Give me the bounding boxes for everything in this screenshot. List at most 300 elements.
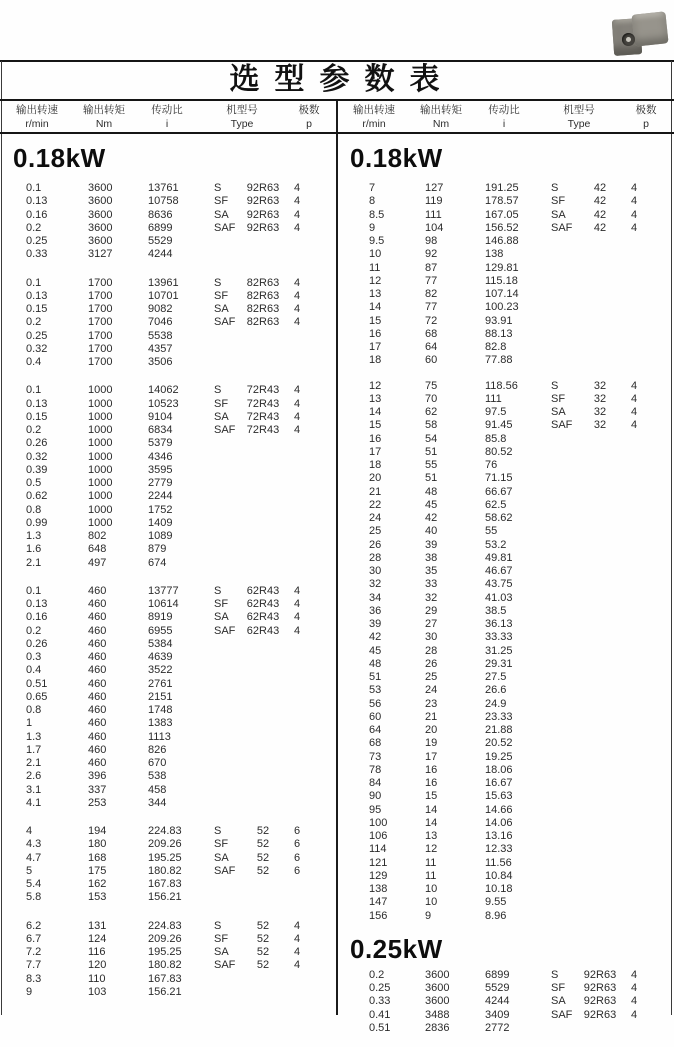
column-header bbox=[621, 103, 671, 132]
cell-poles bbox=[286, 517, 308, 530]
cell-output-torque: 175 bbox=[88, 864, 107, 877]
cell-type-prefix bbox=[551, 804, 577, 817]
cell-ratio: 191.25 bbox=[485, 182, 519, 194]
gear-series-block bbox=[0, 920, 337, 1000]
cell-poles bbox=[623, 1022, 645, 1035]
cell-ratio: 674 bbox=[148, 556, 167, 569]
cell-type-prefix: S bbox=[214, 825, 222, 837]
cell-poles bbox=[286, 235, 308, 248]
cell-output-torque: 23 bbox=[425, 697, 438, 710]
cell-output-speed: 6.2 bbox=[26, 919, 42, 932]
cell-poles bbox=[623, 645, 645, 658]
table-row bbox=[337, 592, 674, 605]
table-row bbox=[337, 804, 674, 817]
selection-table bbox=[0, 136, 674, 1047]
cell-output-speed: 56 bbox=[369, 697, 382, 710]
cell-output-torque: 460 bbox=[88, 611, 107, 624]
cell-poles bbox=[623, 711, 645, 724]
cell-type-prefix bbox=[551, 288, 577, 301]
cell-output-torque: 460 bbox=[88, 677, 107, 690]
cell-poles bbox=[286, 757, 308, 770]
table-row bbox=[337, 433, 674, 446]
table-row bbox=[337, 995, 674, 1008]
cell-type-prefix bbox=[214, 530, 240, 543]
cell-type-model bbox=[577, 354, 623, 367]
table-row bbox=[337, 393, 674, 406]
cell-output-speed: 0.15 bbox=[26, 303, 48, 315]
cell-type-model: 62R43 bbox=[246, 584, 280, 597]
cell-output-speed: 73 bbox=[369, 750, 382, 763]
cell-output-torque: 17 bbox=[425, 750, 438, 763]
cell-output-torque: 2836 bbox=[425, 1021, 450, 1034]
cell-ratio: 167.83 bbox=[148, 972, 182, 985]
cell-output-speed: 2.1 bbox=[26, 757, 42, 769]
cell-ratio: 31.25 bbox=[485, 644, 513, 657]
cell-ratio: 12.33 bbox=[485, 843, 513, 856]
cell-output-torque: 1700 bbox=[88, 316, 113, 329]
cell-output-speed: 34 bbox=[369, 591, 382, 604]
cell-type-prefix bbox=[214, 543, 240, 556]
cell-type-prefix bbox=[214, 797, 240, 810]
column-header-unit: p bbox=[643, 118, 649, 130]
cell-ratio: 43.75 bbox=[485, 578, 513, 591]
cell-type-model bbox=[577, 565, 623, 578]
cell-output-torque: 1000 bbox=[88, 397, 113, 410]
cell-poles: 4 bbox=[293, 397, 301, 410]
cell-poles bbox=[286, 731, 308, 744]
cell-poles bbox=[623, 671, 645, 684]
cell-type-model: 42 bbox=[593, 182, 607, 194]
cell-output-speed: 0.8 bbox=[26, 704, 42, 716]
cell-output-speed: 9 bbox=[26, 985, 33, 998]
cell-poles bbox=[623, 737, 645, 750]
table-row bbox=[337, 341, 674, 354]
cell-poles bbox=[623, 539, 645, 552]
table-row bbox=[337, 969, 674, 982]
cell-ratio: 11.56 bbox=[485, 856, 512, 869]
cell-ratio: 156.21 bbox=[148, 891, 182, 904]
table-row bbox=[0, 731, 337, 744]
cell-type-prefix bbox=[551, 645, 577, 658]
cell-output-speed: 24 bbox=[369, 512, 382, 524]
cell-output-speed: 0.2 bbox=[26, 624, 42, 637]
cell-output-torque: 194 bbox=[88, 825, 107, 837]
cell-ratio: 14062 bbox=[148, 384, 179, 397]
cell-type-model bbox=[240, 504, 286, 517]
cell-output-speed: 36 bbox=[369, 604, 382, 617]
cell-type-prefix bbox=[214, 477, 240, 490]
cell-ratio: 1752 bbox=[148, 503, 173, 516]
column-header-unit: Nm bbox=[95, 118, 113, 130]
cell-poles bbox=[623, 275, 645, 288]
cell-type-prefix bbox=[551, 817, 577, 830]
cell-type-prefix bbox=[214, 678, 240, 691]
cell-output-torque: 55 bbox=[425, 459, 438, 471]
cell-type-prefix bbox=[214, 356, 240, 369]
cell-type-model: 52 bbox=[256, 959, 270, 972]
cell-ratio: 209.26 bbox=[148, 838, 182, 851]
cell-output-speed: 21 bbox=[369, 485, 382, 498]
cell-poles bbox=[623, 262, 645, 275]
cell-type-model bbox=[577, 910, 623, 923]
cell-output-speed: 0.1 bbox=[26, 384, 42, 397]
cell-output-speed: 8 bbox=[369, 195, 376, 208]
cell-output-torque: 460 bbox=[88, 757, 107, 769]
cell-output-speed: 39 bbox=[369, 618, 382, 630]
cell-type-prefix: SF bbox=[551, 195, 566, 208]
cell-poles bbox=[623, 552, 645, 565]
cell-poles bbox=[623, 870, 645, 883]
cell-output-speed: 0.62 bbox=[26, 490, 48, 503]
table-row bbox=[337, 737, 674, 750]
table-row bbox=[0, 424, 337, 437]
cell-output-torque: 15 bbox=[425, 790, 438, 803]
cell-type-prefix bbox=[551, 499, 577, 512]
cell-poles: 4 bbox=[293, 384, 301, 397]
table-row bbox=[337, 552, 674, 565]
cell-type-prefix bbox=[551, 896, 577, 909]
cell-output-speed: 156 bbox=[369, 909, 388, 922]
cell-output-torque: 1700 bbox=[88, 329, 113, 342]
cell-poles bbox=[623, 486, 645, 499]
cell-output-speed: 0.51 bbox=[26, 677, 48, 690]
cell-output-torque: 1000 bbox=[88, 410, 113, 423]
cell-output-torque: 1000 bbox=[88, 490, 113, 503]
cell-output-speed: 90 bbox=[369, 790, 382, 803]
cell-poles bbox=[286, 543, 308, 556]
column-header bbox=[471, 103, 537, 132]
cell-type-model bbox=[577, 1022, 623, 1035]
cell-type-model bbox=[577, 499, 623, 512]
cell-output-torque: 77 bbox=[425, 274, 438, 287]
cell-type-model bbox=[240, 248, 286, 261]
power-section bbox=[337, 144, 674, 923]
gear-series-block bbox=[337, 380, 674, 923]
cell-output-torque: 64 bbox=[425, 341, 438, 353]
cell-ratio: 36.13 bbox=[485, 618, 513, 630]
cell-type-prefix bbox=[551, 737, 577, 750]
cell-type-model bbox=[577, 843, 623, 856]
cell-type-prefix bbox=[551, 275, 577, 288]
cell-type-prefix bbox=[214, 343, 240, 356]
cell-output-torque: 70 bbox=[425, 392, 438, 405]
table-row bbox=[337, 631, 674, 644]
cell-output-torque: 16 bbox=[425, 763, 438, 776]
cell-ratio: 58.62 bbox=[485, 512, 513, 524]
cell-type-model bbox=[577, 645, 623, 658]
cell-output-torque: 3600 bbox=[88, 235, 113, 247]
cell-type-prefix: SAF bbox=[551, 221, 573, 234]
cell-output-speed: 30 bbox=[369, 565, 382, 577]
cell-type-prefix bbox=[214, 744, 240, 757]
cell-poles bbox=[286, 986, 308, 999]
cell-output-torque: 13 bbox=[425, 830, 438, 842]
table-row bbox=[0, 744, 337, 757]
cell-ratio: 19.25 bbox=[485, 750, 513, 763]
table-row bbox=[0, 451, 337, 464]
cell-output-speed: 32 bbox=[369, 578, 382, 591]
cell-type-model: 92R63 bbox=[583, 1008, 617, 1021]
cell-type-prefix bbox=[551, 724, 577, 737]
cell-type-model bbox=[577, 618, 623, 631]
table-row bbox=[337, 1009, 674, 1022]
cell-type-model bbox=[577, 552, 623, 565]
table-row bbox=[337, 486, 674, 499]
cell-type-prefix bbox=[551, 328, 577, 341]
cell-output-torque: 27 bbox=[425, 618, 438, 630]
column-header-unit: r/min bbox=[25, 118, 49, 130]
table-row bbox=[337, 605, 674, 618]
cell-type-prefix bbox=[551, 341, 577, 354]
cell-output-torque: 1000 bbox=[88, 463, 113, 476]
cell-type-prefix bbox=[214, 638, 240, 651]
cell-poles bbox=[623, 790, 645, 803]
cell-type-prefix bbox=[214, 784, 240, 797]
cell-poles bbox=[286, 770, 308, 783]
cell-type-model: 92R63 bbox=[246, 208, 280, 221]
table-row bbox=[0, 825, 337, 838]
cell-poles: 4 bbox=[630, 995, 638, 1008]
table-row bbox=[0, 691, 337, 704]
cell-output-torque: 119 bbox=[425, 195, 443, 208]
cell-type-prefix bbox=[551, 631, 577, 644]
table-row bbox=[0, 530, 337, 543]
cell-ratio: 4244 bbox=[148, 248, 173, 261]
cell-poles bbox=[286, 464, 308, 477]
cell-type-model bbox=[240, 757, 286, 770]
cell-type-model: 32 bbox=[593, 419, 607, 432]
cell-type-model: 62R43 bbox=[246, 624, 280, 637]
cell-poles bbox=[286, 490, 308, 503]
cell-poles bbox=[623, 684, 645, 697]
cell-poles: 4 bbox=[293, 959, 301, 972]
cell-ratio: 5538 bbox=[148, 329, 173, 342]
cell-output-speed: 13 bbox=[369, 392, 382, 405]
cell-type-model bbox=[240, 678, 286, 691]
cell-output-speed: 0.39 bbox=[26, 463, 48, 476]
cell-poles: 6 bbox=[293, 838, 301, 851]
cell-poles bbox=[286, 356, 308, 369]
cell-type-prefix: S bbox=[214, 919, 222, 932]
cell-output-torque: 103 bbox=[88, 985, 107, 998]
cell-output-speed: 1 bbox=[26, 717, 33, 730]
cell-ratio: 4357 bbox=[148, 342, 173, 355]
cell-type-model bbox=[577, 658, 623, 671]
cell-type-prefix: SAF bbox=[214, 424, 236, 436]
cell-type-model bbox=[577, 578, 623, 591]
cell-poles: 4 bbox=[293, 624, 301, 637]
power-section bbox=[337, 935, 674, 1035]
cell-type-model bbox=[240, 704, 286, 717]
cell-type-model bbox=[577, 592, 623, 605]
cell-ratio: 20.52 bbox=[485, 737, 513, 750]
column-header bbox=[284, 103, 334, 132]
cell-poles bbox=[623, 883, 645, 896]
cell-poles bbox=[286, 717, 308, 730]
column-header-unit: Nm bbox=[432, 118, 450, 130]
table-row bbox=[337, 209, 674, 222]
cell-type-model bbox=[240, 973, 286, 986]
cell-poles bbox=[623, 857, 645, 870]
table-row bbox=[0, 182, 337, 195]
cell-output-torque: 14 bbox=[425, 816, 438, 829]
cell-type-model: 72R43 bbox=[246, 410, 280, 423]
cell-type-prefix bbox=[214, 717, 240, 730]
cell-output-speed: 60 bbox=[369, 710, 382, 723]
cell-ratio: 879 bbox=[148, 543, 167, 556]
gear-series-block bbox=[0, 277, 337, 370]
cell-poles: 4 bbox=[630, 182, 638, 194]
cell-type-model bbox=[240, 651, 286, 664]
table-row bbox=[337, 275, 674, 288]
table-row bbox=[337, 512, 674, 525]
cell-output-speed: 16 bbox=[369, 327, 382, 340]
cell-output-speed: 18 bbox=[369, 459, 382, 471]
cell-output-torque: 26 bbox=[425, 657, 438, 670]
cell-type-model: 92R63 bbox=[246, 221, 280, 234]
table-row bbox=[337, 406, 674, 419]
table-row bbox=[337, 790, 674, 803]
cell-type-model bbox=[577, 830, 623, 843]
cell-type-prefix: SAF bbox=[214, 624, 236, 637]
cell-ratio: 14.66 bbox=[485, 803, 513, 816]
table-row bbox=[0, 490, 337, 503]
cell-poles bbox=[286, 797, 308, 810]
column-header-unit: Type bbox=[567, 118, 591, 130]
gear-series-block bbox=[337, 182, 674, 368]
table-row bbox=[337, 288, 674, 301]
cell-ratio: 146.88 bbox=[485, 235, 519, 247]
power-rating-heading: 0.18kW bbox=[13, 143, 106, 173]
cell-ratio: 23.33 bbox=[485, 710, 513, 723]
cell-type-prefix bbox=[551, 711, 577, 724]
table-row bbox=[337, 248, 674, 261]
cell-type-prefix bbox=[551, 883, 577, 896]
cell-type-prefix: S bbox=[214, 182, 222, 194]
cell-type-prefix bbox=[551, 578, 577, 591]
cell-poles: 4 bbox=[293, 276, 301, 289]
table-row bbox=[0, 757, 337, 770]
cell-type-prefix bbox=[551, 315, 577, 328]
cell-output-torque: 1700 bbox=[88, 289, 113, 302]
cell-output-speed: 78 bbox=[369, 763, 382, 776]
table-row bbox=[0, 437, 337, 450]
table-row bbox=[0, 973, 337, 986]
cell-type-prefix: SF bbox=[214, 838, 229, 851]
cell-output-speed: 0.26 bbox=[26, 437, 48, 450]
cell-type-model bbox=[577, 671, 623, 684]
cell-type-model bbox=[240, 664, 286, 677]
cell-poles bbox=[286, 973, 308, 986]
cell-ratio: 46.67 bbox=[485, 565, 513, 577]
cell-type-model: 52 bbox=[256, 919, 270, 932]
cell-ratio: 344 bbox=[148, 796, 167, 809]
cell-output-torque: 460 bbox=[88, 704, 107, 716]
cell-poles bbox=[623, 315, 645, 328]
cell-output-torque: 68 bbox=[425, 327, 438, 340]
table-row bbox=[0, 235, 337, 248]
cell-ratio: 8919 bbox=[148, 611, 173, 624]
cell-poles: 4 bbox=[293, 221, 301, 234]
cell-type-model: 92R63 bbox=[583, 968, 617, 981]
cell-output-speed: 0.33 bbox=[369, 995, 391, 1008]
table-row bbox=[0, 330, 337, 343]
table-row bbox=[337, 222, 674, 235]
cell-output-speed: 9.5 bbox=[369, 235, 385, 247]
cell-output-torque: 180 bbox=[88, 838, 107, 851]
cell-type-prefix: S bbox=[551, 182, 559, 194]
table-row bbox=[0, 504, 337, 517]
cell-output-torque: 72 bbox=[425, 314, 438, 327]
cell-poles: 4 bbox=[293, 584, 301, 597]
cell-type-model bbox=[577, 605, 623, 618]
cell-output-torque: 460 bbox=[88, 717, 107, 730]
cell-poles: 4 bbox=[630, 1008, 638, 1021]
cell-poles bbox=[623, 843, 645, 856]
cell-type-prefix bbox=[551, 552, 577, 565]
cell-poles bbox=[286, 704, 308, 717]
cell-poles: 4 bbox=[293, 289, 301, 302]
cell-type-model bbox=[577, 446, 623, 459]
cell-type-model: 72R43 bbox=[246, 424, 280, 436]
cell-type-prefix bbox=[551, 671, 577, 684]
power-rating-heading: 0.18kW bbox=[350, 143, 443, 173]
cell-poles bbox=[623, 354, 645, 367]
cell-ratio: 15.63 bbox=[485, 790, 513, 803]
cell-ratio: 2779 bbox=[148, 477, 173, 489]
cell-poles bbox=[623, 631, 645, 644]
cell-ratio: 3595 bbox=[148, 463, 173, 476]
cell-ratio: 3522 bbox=[148, 664, 173, 677]
cell-type-model bbox=[577, 751, 623, 764]
cell-type-prefix bbox=[214, 248, 240, 261]
table-row bbox=[337, 724, 674, 737]
cell-type-model bbox=[240, 477, 286, 490]
table-row bbox=[337, 354, 674, 367]
table-row bbox=[337, 315, 674, 328]
cell-output-speed: 9 bbox=[369, 221, 376, 234]
cell-ratio: 1409 bbox=[148, 516, 173, 529]
cell-output-torque: 460 bbox=[88, 584, 107, 597]
cell-type-model bbox=[577, 857, 623, 870]
table-row bbox=[0, 933, 337, 946]
cell-output-speed: 1.7 bbox=[26, 743, 42, 756]
cell-output-torque: 460 bbox=[88, 598, 107, 610]
cell-type-prefix bbox=[551, 525, 577, 538]
table-row bbox=[337, 671, 674, 684]
cell-poles bbox=[623, 804, 645, 817]
cell-ratio: 3506 bbox=[148, 356, 173, 368]
table-row bbox=[337, 777, 674, 790]
cell-output-torque: 3127 bbox=[88, 248, 113, 261]
cell-output-torque: 24 bbox=[425, 684, 438, 697]
cell-output-speed: 16 bbox=[369, 432, 382, 445]
cell-type-model bbox=[240, 784, 286, 797]
cell-type-prefix: SF bbox=[551, 982, 566, 994]
cell-type-model: 82R63 bbox=[246, 276, 280, 289]
cell-output-speed: 0.32 bbox=[26, 450, 48, 463]
cell-output-speed: 48 bbox=[369, 657, 382, 670]
cell-ratio: 91.45 bbox=[485, 419, 513, 432]
cell-type-prefix: S bbox=[214, 584, 222, 597]
cell-output-speed: 15 bbox=[369, 419, 382, 432]
cell-output-speed: 0.2 bbox=[26, 424, 42, 436]
cell-type-prefix bbox=[214, 757, 240, 770]
cell-ratio: 5379 bbox=[148, 437, 173, 450]
cell-ratio: 1383 bbox=[148, 717, 173, 730]
cell-output-speed: 20 bbox=[369, 472, 382, 485]
cell-output-speed: 5.4 bbox=[26, 878, 42, 890]
